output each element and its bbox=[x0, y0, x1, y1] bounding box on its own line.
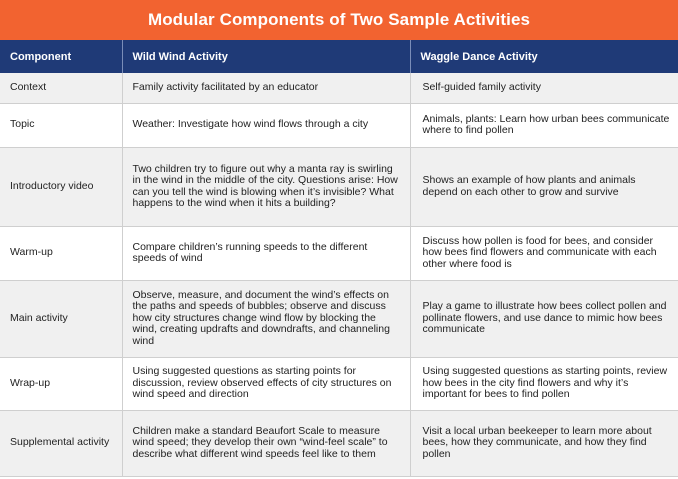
table-row bbox=[0, 280, 678, 357]
header-wild-wind: Wild Wind Activity bbox=[122, 40, 410, 73]
component-cell: Context bbox=[0, 73, 122, 103]
waggle-dance-cell: Self-guided family activity bbox=[410, 73, 678, 103]
waggle-dance-cell: Using suggested questions as starting points, review how bees in the city find flowers and why it’s important for bees to find pollen bbox=[410, 357, 678, 410]
waggle-dance-cell: Discuss how pollen is food for bees, and consider how bees find flowers and communicate with each other where food is bbox=[410, 226, 678, 280]
component-cell: Introductory video bbox=[0, 147, 122, 226]
wild-wind-cell: Children make a standard Beaufort Scale to measure wind speed; they develop their own “wind-feel scale” to describe what different wind speeds feel like to them bbox=[122, 410, 410, 476]
wild-wind-cell: Weather: Investigate how wind flows through a city bbox=[122, 103, 410, 147]
table-row bbox=[0, 410, 678, 476]
title-banner bbox=[0, 0, 678, 40]
wild-wind-cell: Compare children’s running speeds to the different speeds of wind bbox=[122, 226, 410, 280]
table-row bbox=[0, 103, 678, 147]
table-row bbox=[0, 226, 678, 280]
component-cell: Main activity bbox=[0, 280, 122, 357]
table-row bbox=[0, 357, 678, 410]
wild-wind-cell: Observe, measure, and document the wind’s effects on the paths and speeds of bubbles; observe and discuss how city structures change wind flow by blocking the wind, creating updrafts and downdrafts, and channeling wind bbox=[122, 280, 410, 357]
activities-table bbox=[0, 40, 678, 477]
table-title: Modular Components of Two Sample Activities bbox=[147, 10, 531, 29]
waggle-dance-cell: Play a game to illustrate how bees collect pollen and pollinate flowers, and use dance to mimic how bees communicate bbox=[410, 280, 678, 357]
component-cell: Warm-up bbox=[0, 226, 122, 280]
component-cell: Supplemental activity bbox=[0, 410, 122, 476]
component-cell: Topic bbox=[0, 103, 122, 147]
wild-wind-cell: Family activity facilitated by an educator bbox=[122, 73, 410, 103]
wild-wind-cell: Using suggested questions as starting points for discussion, review observed effects of city structures on wind speed and direction bbox=[122, 357, 410, 410]
component-cell: Wrap-up bbox=[0, 357, 122, 410]
waggle-dance-cell: Animals, plants: Learn how urban bees communicate where to find pollen bbox=[410, 103, 678, 147]
table-row bbox=[0, 73, 678, 103]
table-row bbox=[0, 147, 678, 226]
waggle-dance-cell: Shows an example of how plants and animals depend on each other to grow and survive bbox=[410, 147, 678, 226]
header-waggle-dance: Waggle Dance Activity bbox=[410, 40, 678, 73]
wild-wind-cell: Two children try to figure out why a manta ray is swirling in the wind in the middle of the city. Questions arise: How can you tell the wind is blowing when it’s invisible? What happens to the wind when it hits a building? bbox=[122, 147, 410, 226]
header-component: Component bbox=[0, 40, 122, 73]
header-row bbox=[0, 40, 678, 73]
waggle-dance-cell: Visit a local urban beekeeper to learn more about bees, how they communicate, and how they find pollen bbox=[410, 410, 678, 476]
